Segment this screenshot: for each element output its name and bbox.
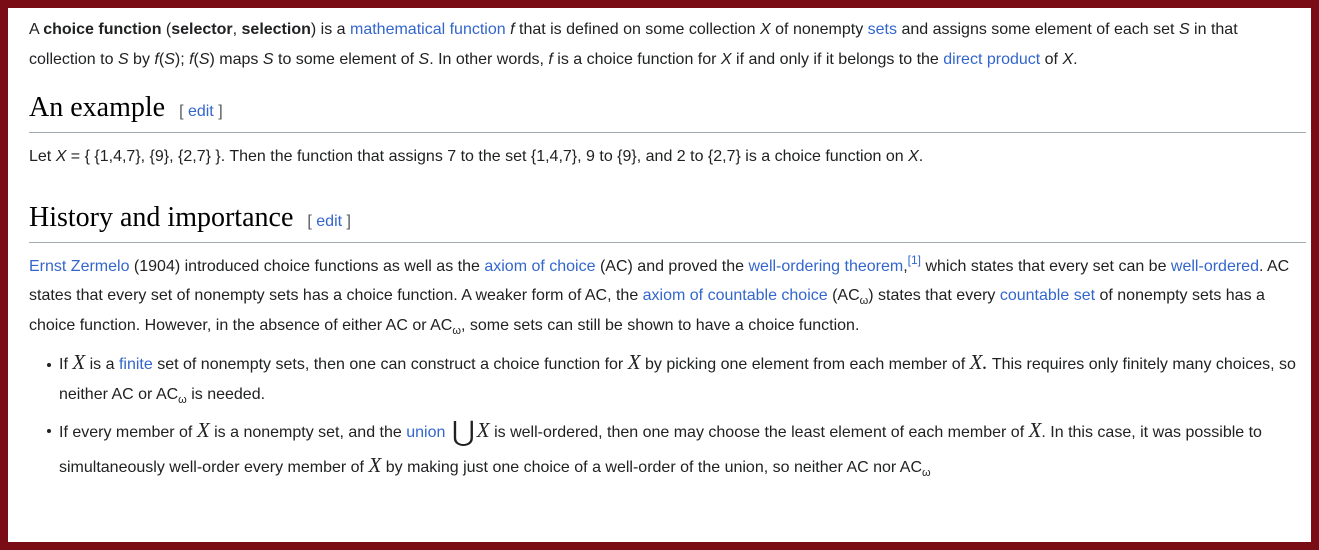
link-axiom-of-countable-choice[interactable]: axiom of countable choice <box>642 287 828 304</box>
term-selection: selection <box>241 21 311 38</box>
term-selector: selector <box>171 21 233 38</box>
link-well-ordered[interactable]: well-ordered <box>1170 257 1259 275</box>
history-paragraph: Ernst Zermelo (1904) introduced choice functions as well as the axiom of choice (AC) and proved the well-ordering theorem,[1] which states that every set can be well-ordered. AC states that every set of nonempty sets has a choice function. A weaker form of AC, the axiom of countable choice $(AC_\omega)$ states that every countable set of nonempty sets has a choice function. However, in the absence of either AC or $AC_\omega$, some sets can still be shown to have a choice function. <box>29 252 1290 337</box>
edit-link-history[interactable]: edit <box>316 212 343 230</box>
link-finite[interactable]: finite <box>118 356 153 373</box>
big-union-symbol: ⋃ <box>451 415 475 448</box>
example-paragraph: Let X = { {1,4,7}, {9}, {2,7} }. Then the function that assigns 7 to the set {1,4,7}, 9 to {9}, and 2 to {2,7} is a choice function on X. <box>29 148 924 165</box>
link-ernst-zermelo[interactable]: Ernst Zermelo <box>29 257 130 275</box>
link-union[interactable]: union <box>406 424 446 441</box>
edit-section-example: [ edit ] <box>179 103 223 120</box>
link-sets[interactable]: sets <box>867 21 897 38</box>
heading-an-example <box>29 88 1306 133</box>
edit-link-example[interactable]: edit <box>187 103 214 120</box>
list-item-union: If every member of X is a nonempty set, and the union ⋃X is well-ordered, then one may choose the least element of each member of X. In this case, it was possible to simultaneously well-order every member of X by making just one choice of a well-order of the union, so neither AC nor $AC_\omega$ <box>29 414 1306 484</box>
reference-1[interactable]: [1] <box>907 252 922 267</box>
link-countable-set[interactable]: countable set <box>999 287 1096 304</box>
edit-section-history: [ edit ] <box>307 212 351 230</box>
term-choice-function: choice function <box>43 21 162 38</box>
link-mathematical-function[interactable]: mathematical function <box>350 21 506 38</box>
heading-history-importance <box>29 198 1306 243</box>
link-well-ordering-theorem[interactable]: well-ordering theorem <box>748 257 904 275</box>
link-axiom-of-choice[interactable]: axiom of choice <box>484 257 596 275</box>
heading-history-text: History and importance <box>29 201 294 233</box>
article-content <box>29 8 1306 484</box>
intro-paragraph: A choice function (selector, selection) is a mathematical function f that is defined on some collection X of nonempty sets and assigns some element of each set S in that collection to S by f(S); f(S) maps S to some element of S. In other words, f is a choice function for X if and only if it belongs to the direct product of X. <box>29 21 1238 68</box>
heading-an-example-text: An example <box>29 92 166 123</box>
history-list <box>29 348 1306 484</box>
list-item-finite: If X is a finite set of nonempty sets, then one can construct a choice function for X by picking one element from each member of X. This requires only finitely many choices, so neither AC or $AC_\omega$ is needed. <box>29 348 1306 409</box>
link-direct-product[interactable]: direct product <box>943 50 1041 68</box>
article-frame <box>8 8 1311 542</box>
